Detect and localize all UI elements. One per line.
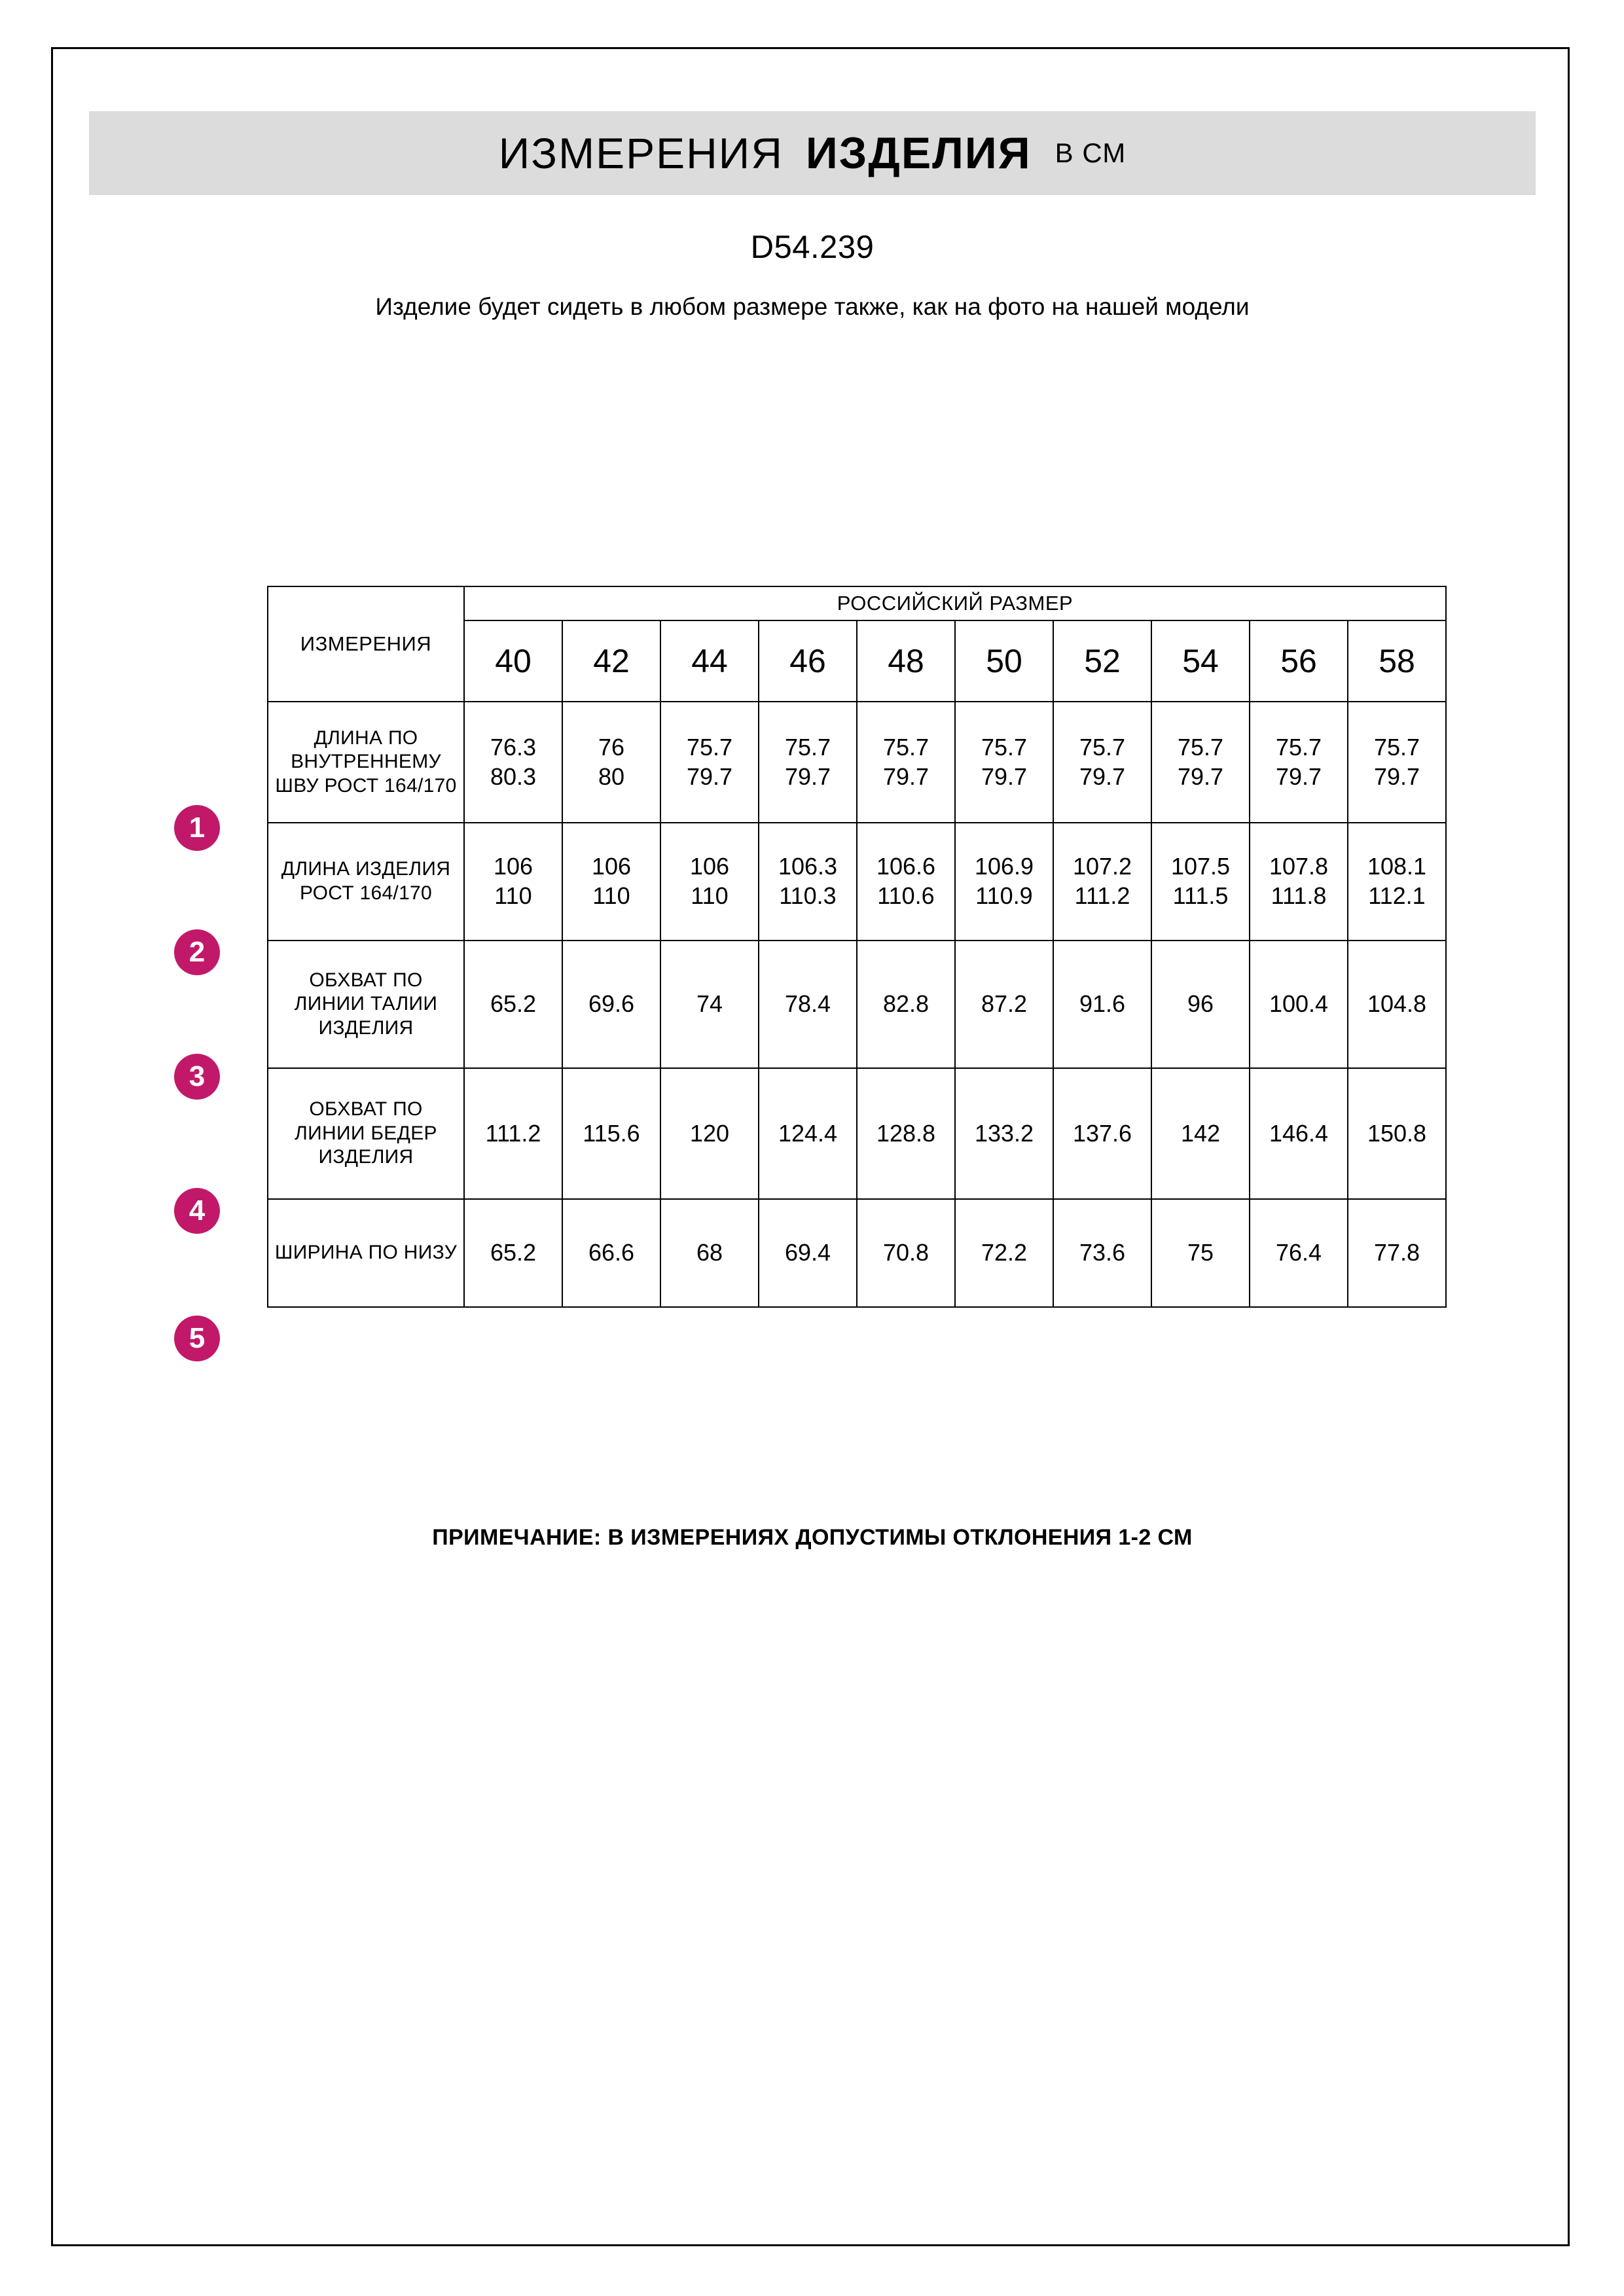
cell: 107.5 111.5 <box>1151 823 1250 941</box>
cell: 75.7 79.7 <box>955 702 1053 823</box>
cell: 65.2 <box>464 1199 562 1307</box>
cell: 133.2 <box>955 1068 1053 1199</box>
cell: 137.6 <box>1053 1068 1151 1199</box>
header-russian-size: РОССИЙСКИЙ РАЗМЕР <box>464 586 1446 620</box>
cell: 66.6 <box>562 1199 660 1307</box>
size-col-40: 40 <box>464 620 562 702</box>
cell: 75.7 79.7 <box>660 702 759 823</box>
cell: 69.4 <box>759 1199 857 1307</box>
fit-subtitle: Изделие будет сидеть в любом размере также, как на фото на нашей модели <box>375 293 1250 320</box>
row-label-waist: ОБХВАТ ПО ЛИНИИ ТАЛИИ ИЗДЕЛИЯ <box>268 941 464 1068</box>
title-product: ИЗДЕЛИЯ <box>805 128 1032 178</box>
cell: 100.4 <box>1250 941 1348 1068</box>
cell: 107.8 111.8 <box>1250 823 1348 941</box>
title-measurements: ИЗМЕРЕНИЯ <box>498 129 784 177</box>
cell: 82.8 <box>857 941 955 1068</box>
cell: 74 <box>660 941 759 1068</box>
cell: 78.4 <box>759 941 857 1068</box>
cell: 75.7 79.7 <box>759 702 857 823</box>
header-measurements: ИЗМЕРЕНИЯ <box>268 586 464 702</box>
cell: 76 80 <box>562 702 660 823</box>
title-unit: В СМ <box>1055 137 1127 168</box>
cell: 106 110 <box>562 823 660 941</box>
cell: 75.7 79.7 <box>1250 702 1348 823</box>
cell: 146.4 <box>1250 1068 1348 1199</box>
row-label-inseam-length: ДЛИНА ПО ВНУТРЕННЕМУ ШВУ РОСТ 164/170 <box>268 702 464 823</box>
badge-3: 3 <box>174 1054 220 1100</box>
cell: 76.4 <box>1250 1199 1348 1307</box>
size-table <box>267 586 1447 1308</box>
cell: 91.6 <box>1053 941 1151 1068</box>
table-row <box>268 823 1446 941</box>
badge-4: 4 <box>174 1188 220 1234</box>
cell: 77.8 <box>1348 1199 1446 1307</box>
cell: 76.3 80.3 <box>464 702 562 823</box>
cell: 75 <box>1151 1199 1250 1307</box>
table-row <box>268 941 1446 1068</box>
cell: 111.2 <box>464 1068 562 1199</box>
row-label-bottom-width: ШИРИНА ПО НИЗУ <box>268 1199 464 1307</box>
cell: 96 <box>1151 941 1250 1068</box>
cell: 107.2 111.2 <box>1053 823 1151 941</box>
table-row <box>268 702 1446 823</box>
document-title-band <box>89 111 1536 195</box>
cell: 106.6 110.6 <box>857 823 955 941</box>
size-col-42: 42 <box>562 620 660 702</box>
note-text: ПРИМЕЧАНИЕ: В ИЗМЕРЕНИЯХ ДОПУСТИМЫ ОТКЛОНЕНИЯ 1-2 СМ <box>432 1525 1193 1550</box>
size-col-56: 56 <box>1250 620 1348 702</box>
table-header-group-row <box>268 586 1446 620</box>
size-col-50: 50 <box>955 620 1053 702</box>
cell: 72.2 <box>955 1199 1053 1307</box>
cell: 65.2 <box>464 941 562 1068</box>
cell: 142 <box>1151 1068 1250 1199</box>
cell: 73.6 <box>1053 1199 1151 1307</box>
size-col-54: 54 <box>1151 620 1250 702</box>
cell: 87.2 <box>955 941 1053 1068</box>
table-row <box>268 1068 1446 1199</box>
cell: 75.7 79.7 <box>1348 702 1446 823</box>
size-col-46: 46 <box>759 620 857 702</box>
cell: 70.8 <box>857 1199 955 1307</box>
row-label-product-length: ДЛИНА ИЗДЕЛИЯ РОСТ 164/170 <box>268 823 464 941</box>
cell: 150.8 <box>1348 1068 1446 1199</box>
size-col-48: 48 <box>857 620 955 702</box>
product-code: D54.239 <box>750 230 875 265</box>
cell: 106 110 <box>660 823 759 941</box>
table-row <box>268 1199 1446 1307</box>
document-content <box>53 49 1572 1550</box>
page-border <box>51 47 1570 2246</box>
cell: 124.4 <box>759 1068 857 1199</box>
cell: 108.1 112.1 <box>1348 823 1446 941</box>
cell: 69.6 <box>562 941 660 1068</box>
size-col-44: 44 <box>660 620 759 702</box>
size-table-wrapper <box>261 586 1453 1308</box>
cell: 115.6 <box>562 1068 660 1199</box>
size-col-58: 58 <box>1348 620 1446 702</box>
cell: 106 110 <box>464 823 562 941</box>
cell: 106.9 110.9 <box>955 823 1053 941</box>
cell: 68 <box>660 1199 759 1307</box>
row-label-hips: ОБХВАТ ПО ЛИНИИ БЕДЕР ИЗДЕЛИЯ <box>268 1068 464 1199</box>
cell: 75.7 79.7 <box>1151 702 1250 823</box>
cell: 128.8 <box>857 1068 955 1199</box>
badge-1: 1 <box>174 805 220 851</box>
cell: 120 <box>660 1068 759 1199</box>
cell: 75.7 79.7 <box>1053 702 1151 823</box>
size-col-52: 52 <box>1053 620 1151 702</box>
badge-2: 2 <box>174 929 220 975</box>
cell: 106.3 110.3 <box>759 823 857 941</box>
badge-5: 5 <box>174 1316 220 1361</box>
cell: 104.8 <box>1348 941 1446 1068</box>
cell: 75.7 79.7 <box>857 702 955 823</box>
